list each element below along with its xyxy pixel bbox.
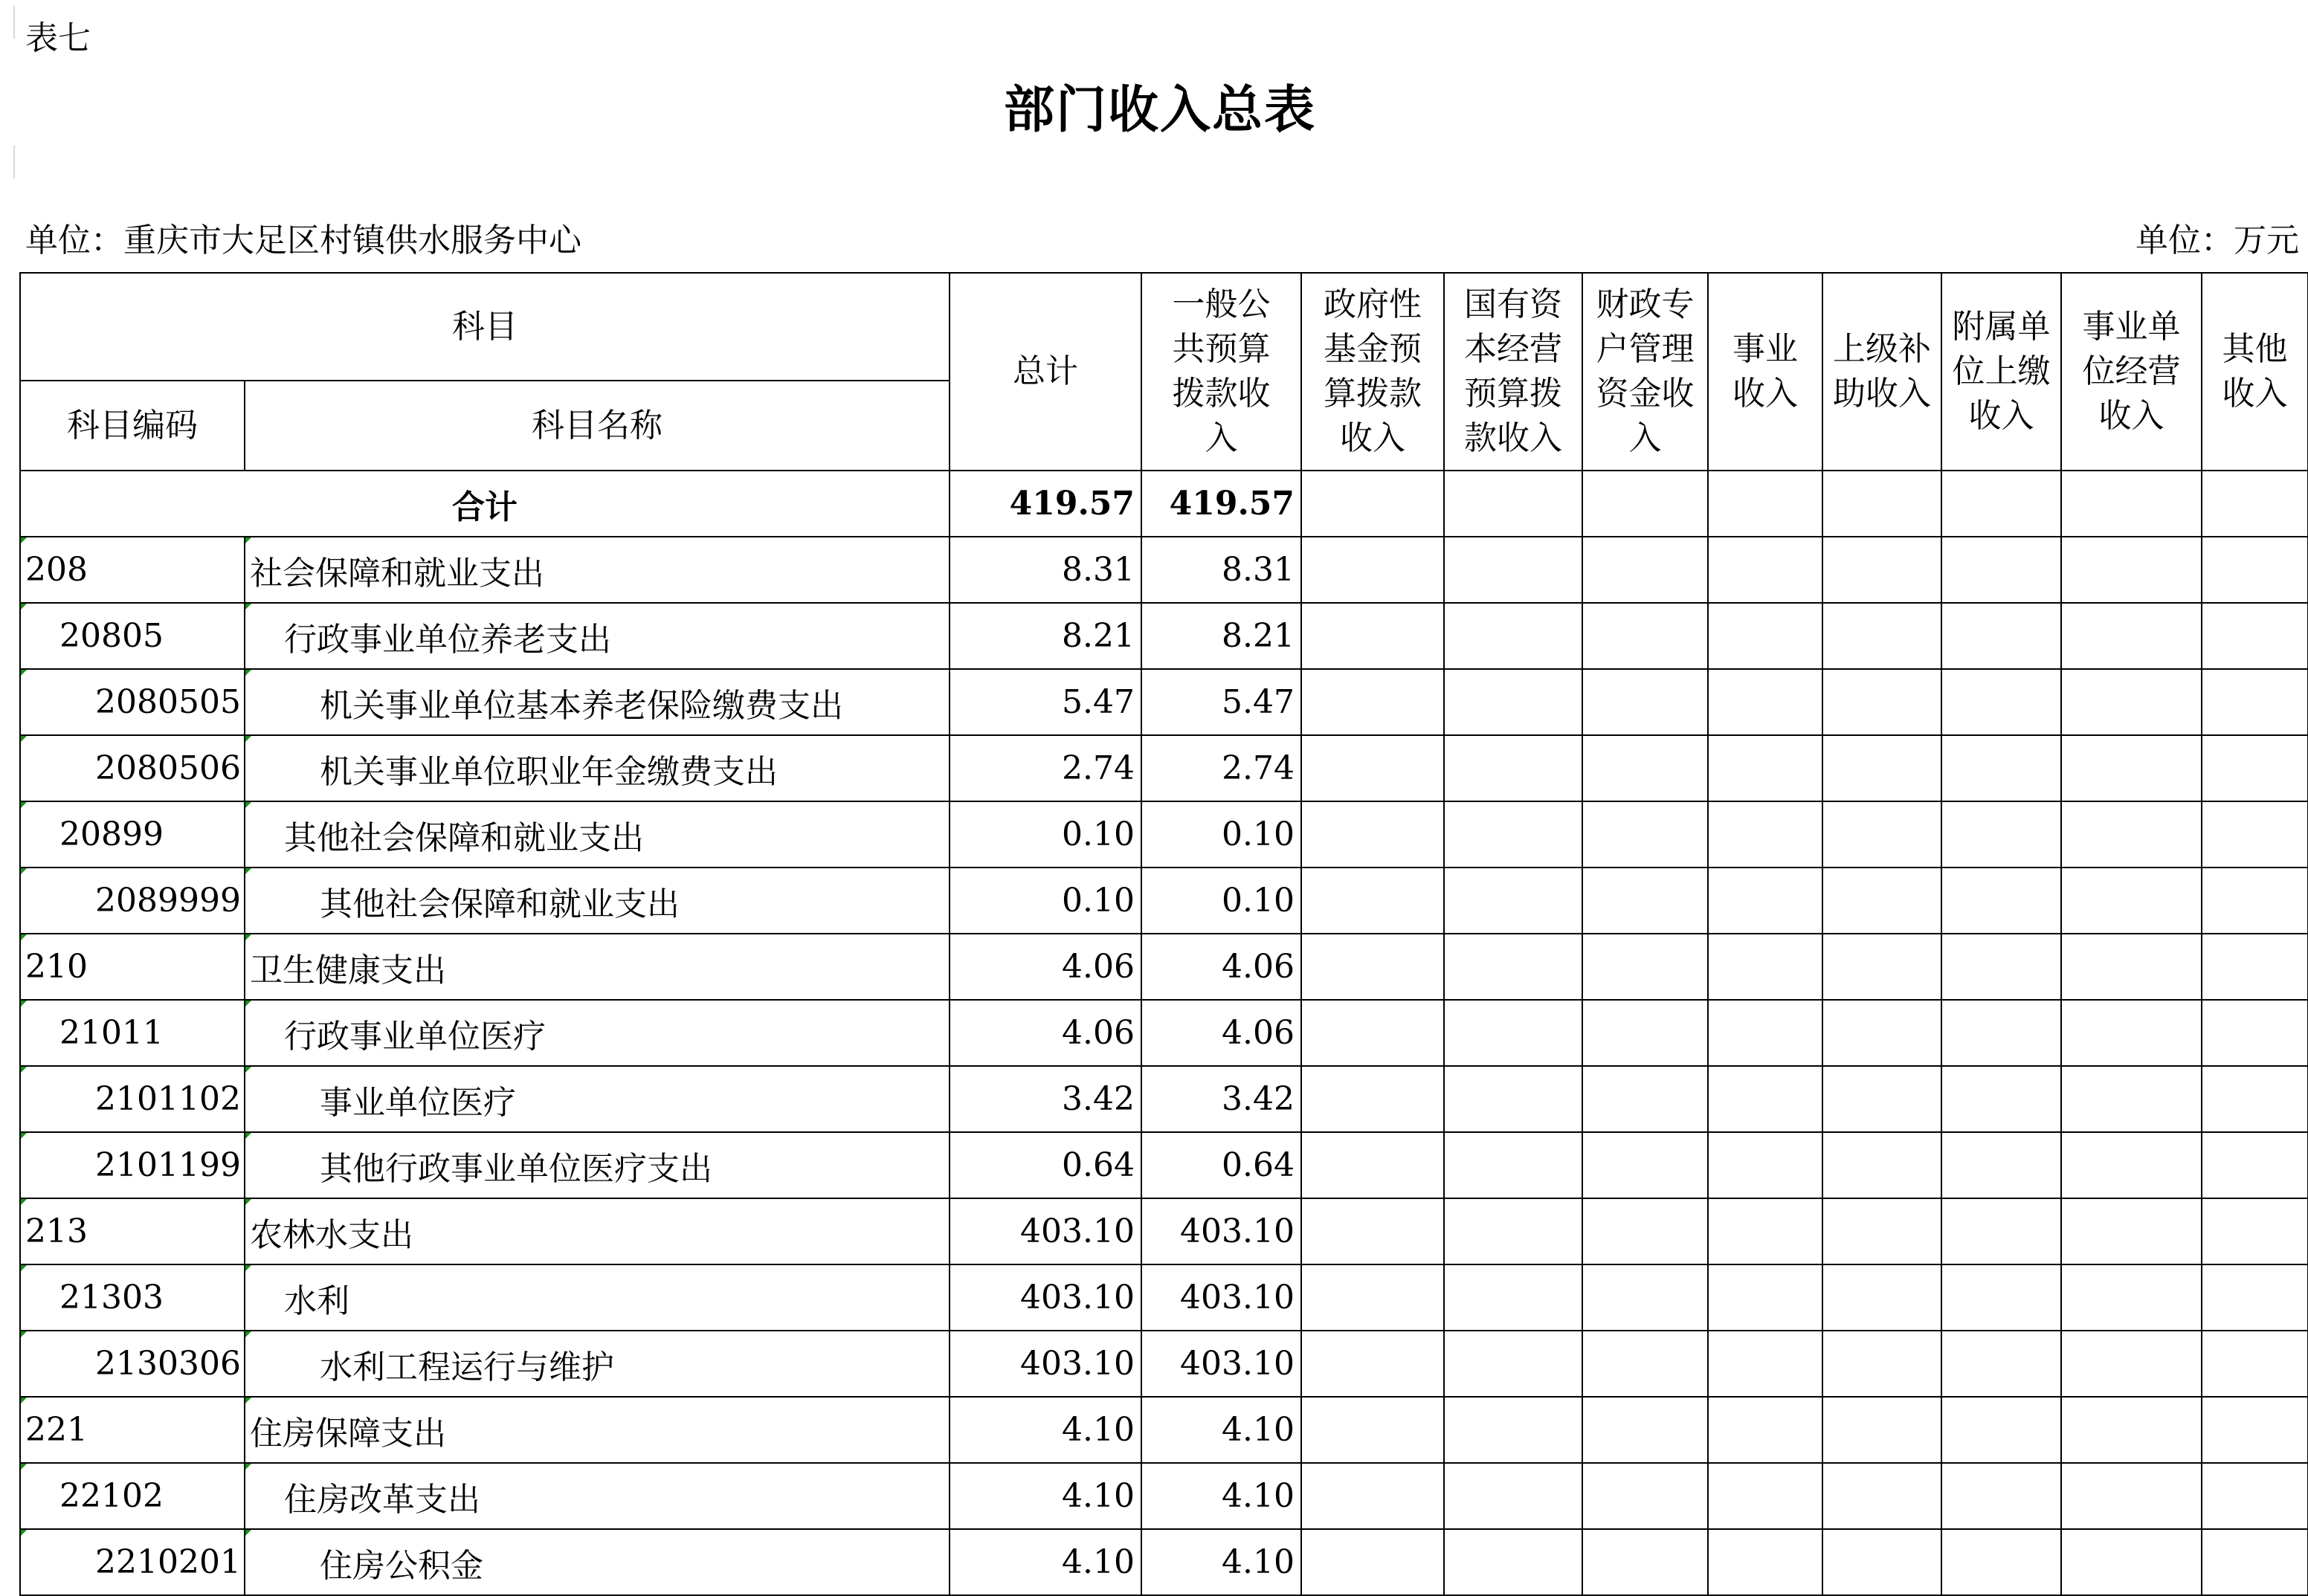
header-subject: 科目 xyxy=(20,273,950,381)
empty-cell xyxy=(1582,1331,1708,1397)
empty-cell xyxy=(2202,1463,2308,1529)
empty-cell xyxy=(2202,1264,2308,1331)
empty-cell xyxy=(1444,1397,1582,1463)
empty-cell xyxy=(1708,1529,1822,1595)
empty-cell xyxy=(1822,669,1941,735)
table-row xyxy=(20,1529,2308,1595)
empty-cell xyxy=(1582,1132,1708,1198)
empty-cell xyxy=(1582,1000,1708,1066)
table-row xyxy=(20,1000,2308,1066)
empty-cell xyxy=(1582,1066,1708,1132)
empty-cell xyxy=(2202,1397,2308,1463)
empty-cell xyxy=(1444,471,1582,537)
header-operating xyxy=(2061,273,2202,471)
empty-cell xyxy=(2061,1331,2202,1397)
total-row-total: 419.57 xyxy=(950,471,1141,537)
total-cell: 0.10 xyxy=(950,868,1141,934)
empty-cell xyxy=(1822,1264,1941,1331)
empty-cell xyxy=(1582,1397,1708,1463)
empty-cell xyxy=(1708,471,1822,537)
table-row xyxy=(20,1397,2308,1463)
header-total: 总计 xyxy=(950,273,1141,471)
empty-cell xyxy=(2202,801,2308,868)
table-label: 表七 xyxy=(25,19,91,57)
empty-cell xyxy=(1444,1264,1582,1331)
empty-cell xyxy=(1582,1529,1708,1595)
subject-code-cell: 208 xyxy=(20,537,245,603)
subject-name-cell: 住房公积金 xyxy=(245,1529,950,1595)
empty-cell xyxy=(2202,1000,2308,1066)
empty-cell xyxy=(1822,1529,1941,1595)
total-cell: 4.06 xyxy=(950,934,1141,1000)
empty-cell xyxy=(1941,1132,2061,1198)
general-budget-cell: 8.31 xyxy=(1141,537,1301,603)
empty-cell xyxy=(2202,1529,2308,1595)
total-cell: 4.10 xyxy=(950,1463,1141,1529)
total-row xyxy=(20,471,2308,537)
empty-cell xyxy=(1941,537,2061,603)
empty-cell xyxy=(1708,1132,1822,1198)
empty-cell xyxy=(1822,1397,1941,1463)
empty-cell xyxy=(1301,603,1444,669)
empty-cell xyxy=(1708,1066,1822,1132)
empty-cell xyxy=(1444,868,1582,934)
subject-code-cell: 21011 xyxy=(20,1000,245,1066)
empty-cell xyxy=(1941,471,2061,537)
subject-name-cell: 机关事业单位基本养老保险缴费支出 xyxy=(245,669,950,735)
empty-cell xyxy=(1582,537,1708,603)
total-cell: 0.64 xyxy=(950,1132,1141,1198)
empty-cell xyxy=(1822,868,1941,934)
general-budget-cell: 403.10 xyxy=(1141,1331,1301,1397)
empty-cell xyxy=(2202,603,2308,669)
general-budget-cell: 0.10 xyxy=(1141,801,1301,868)
general-budget-cell: 403.10 xyxy=(1141,1198,1301,1264)
empty-cell xyxy=(1822,1066,1941,1132)
empty-cell xyxy=(1708,934,1822,1000)
empty-cell xyxy=(1941,1066,2061,1132)
total-cell: 403.10 xyxy=(950,1198,1141,1264)
empty-cell xyxy=(2061,1264,2202,1331)
table-row xyxy=(20,735,2308,801)
subject-code-cell: 2080505 xyxy=(20,669,245,735)
table-row xyxy=(20,603,2308,669)
empty-cell xyxy=(2061,471,2202,537)
subject-name-cell: 其他社会保障和就业支出 xyxy=(245,801,950,868)
empty-cell xyxy=(1941,669,2061,735)
empty-cell xyxy=(2061,801,2202,868)
empty-cell xyxy=(1582,603,1708,669)
general-budget-cell: 3.42 xyxy=(1141,1066,1301,1132)
empty-cell xyxy=(1941,1000,2061,1066)
header-superior-subsidy-text: 上级补助收入 xyxy=(1833,330,1931,413)
total-label: 合计 xyxy=(20,471,950,537)
general-budget-cell: 5.47 xyxy=(1141,669,1301,735)
empty-cell xyxy=(1444,669,1582,735)
empty-cell xyxy=(1941,1331,2061,1397)
empty-cell xyxy=(1301,1000,1444,1066)
subject-code-cell: 2130306 xyxy=(20,1331,245,1397)
subject-name-cell: 农林水支出 xyxy=(245,1198,950,1264)
table-row xyxy=(20,934,2308,1000)
empty-cell xyxy=(2061,1198,2202,1264)
empty-cell xyxy=(2202,735,2308,801)
empty-cell xyxy=(1822,1000,1941,1066)
subject-name-cell: 行政事业单位养老支出 xyxy=(245,603,950,669)
header-superior-subsidy xyxy=(1822,273,1941,471)
total-cell: 4.10 xyxy=(950,1397,1141,1463)
header-fiscal-special xyxy=(1582,273,1708,471)
subject-code-cell: 20805 xyxy=(20,603,245,669)
empty-cell xyxy=(1941,1264,2061,1331)
header-general-budget-text: 一般公共预算拨款收入 xyxy=(1172,285,1271,457)
header-business-text: 事业收入 xyxy=(1732,330,1798,413)
empty-cell xyxy=(2061,1000,2202,1066)
header-operating-text: 事业单位经营收入 xyxy=(2082,308,2181,435)
general-budget-cell: 4.10 xyxy=(1141,1397,1301,1463)
empty-cell xyxy=(2202,1198,2308,1264)
subject-name-cell: 行政事业单位医疗 xyxy=(245,1000,950,1066)
empty-cell xyxy=(1301,1529,1444,1595)
table-row xyxy=(20,537,2308,603)
general-budget-cell: 2.74 xyxy=(1141,735,1301,801)
empty-cell xyxy=(2202,669,2308,735)
page-title: 部门收入总表 xyxy=(1003,80,1316,140)
subject-name-cell: 住房改革支出 xyxy=(245,1463,950,1529)
empty-cell xyxy=(2061,868,2202,934)
general-budget-cell: 8.21 xyxy=(1141,603,1301,669)
subject-code-cell: 2080506 xyxy=(20,735,245,801)
empty-cell xyxy=(1301,868,1444,934)
empty-cell xyxy=(1444,1198,1582,1264)
total-cell: 8.21 xyxy=(950,603,1141,669)
empty-cell xyxy=(2061,735,2202,801)
empty-cell xyxy=(1708,735,1822,801)
subject-code-cell: 2101199 xyxy=(20,1132,245,1198)
header-gov-fund-text: 政府性基金预算拨款收入 xyxy=(1324,285,1422,457)
empty-cell xyxy=(1301,1331,1444,1397)
general-budget-cell: 403.10 xyxy=(1141,1264,1301,1331)
general-budget-cell: 4.06 xyxy=(1141,934,1301,1000)
empty-cell xyxy=(1444,1066,1582,1132)
empty-cell xyxy=(1941,735,2061,801)
empty-cell xyxy=(1301,801,1444,868)
empty-cell xyxy=(1444,735,1582,801)
subject-code-cell: 2101102 xyxy=(20,1066,245,1132)
total-cell: 0.10 xyxy=(950,801,1141,868)
subject-code-cell: 213 xyxy=(20,1198,245,1264)
header-affiliated xyxy=(1941,273,2061,471)
empty-cell xyxy=(1708,1463,1822,1529)
header-state-capital xyxy=(1444,273,1582,471)
general-budget-cell: 0.10 xyxy=(1141,868,1301,934)
empty-cell xyxy=(1301,1132,1444,1198)
unit-organization: 单位：重庆市大足区村镇供水服务中心 xyxy=(25,222,581,259)
general-budget-cell: 4.06 xyxy=(1141,1000,1301,1066)
empty-cell xyxy=(1822,801,1941,868)
total-cell: 8.31 xyxy=(950,537,1141,603)
table-row xyxy=(20,1066,2308,1132)
empty-cell xyxy=(1941,1463,2061,1529)
subject-name-cell: 其他社会保障和就业支出 xyxy=(245,868,950,934)
header-other xyxy=(2202,273,2308,471)
empty-cell xyxy=(1708,868,1822,934)
empty-cell xyxy=(1822,1132,1941,1198)
header-gov-fund xyxy=(1301,273,1444,471)
general-budget-cell: 0.64 xyxy=(1141,1132,1301,1198)
empty-cell xyxy=(1301,1397,1444,1463)
header-affiliated-text: 附属单位上缴收入 xyxy=(1952,308,2051,435)
subject-code-cell: 210 xyxy=(20,934,245,1000)
general-budget-cell: 4.10 xyxy=(1141,1529,1301,1595)
empty-cell xyxy=(1708,1331,1822,1397)
subject-code-cell: 221 xyxy=(20,1397,245,1463)
empty-cell xyxy=(1301,735,1444,801)
general-budget-cell: 4.10 xyxy=(1141,1463,1301,1529)
empty-cell xyxy=(1444,934,1582,1000)
empty-cell xyxy=(1582,735,1708,801)
empty-cell xyxy=(2202,471,2308,537)
empty-cell xyxy=(2202,1066,2308,1132)
empty-cell xyxy=(1822,934,1941,1000)
total-cell: 2.74 xyxy=(950,735,1141,801)
empty-cell xyxy=(1301,1198,1444,1264)
empty-cell xyxy=(1941,934,2061,1000)
subject-name-cell: 水利工程运行与维护 xyxy=(245,1331,950,1397)
empty-cell xyxy=(1582,934,1708,1000)
subject-name-cell: 事业单位医疗 xyxy=(245,1066,950,1132)
empty-cell xyxy=(1941,868,2061,934)
empty-cell xyxy=(2202,537,2308,603)
empty-cell xyxy=(1444,1132,1582,1198)
header-row xyxy=(20,273,2308,381)
subject-code-cell: 2089999 xyxy=(20,868,245,934)
header-state-capital-text: 国有资本经营预算拨款收入 xyxy=(1464,285,1562,457)
empty-cell xyxy=(2202,1331,2308,1397)
empty-cell xyxy=(2061,669,2202,735)
empty-cell xyxy=(1444,537,1582,603)
empty-cell xyxy=(2202,868,2308,934)
subject-name-cell: 水利 xyxy=(245,1264,950,1331)
income-summary-table xyxy=(19,272,2308,1596)
subject-code-cell: 21303 xyxy=(20,1264,245,1331)
empty-cell xyxy=(2061,1132,2202,1198)
empty-cell xyxy=(1582,801,1708,868)
empty-cell xyxy=(1301,669,1444,735)
empty-cell xyxy=(1708,1397,1822,1463)
empty-cell xyxy=(1301,537,1444,603)
empty-cell xyxy=(1582,1264,1708,1331)
unit-currency: 单位：万元 xyxy=(2135,222,2299,259)
empty-cell xyxy=(1708,1198,1822,1264)
empty-cell xyxy=(1708,1264,1822,1331)
total-cell: 4.10 xyxy=(950,1529,1141,1595)
subject-code-cell: 20899 xyxy=(20,801,245,868)
empty-cell xyxy=(1444,1000,1582,1066)
table-row xyxy=(20,801,2308,868)
table-row xyxy=(20,1198,2308,1264)
header-general-budget xyxy=(1141,273,1301,471)
sheet-edge-mark xyxy=(13,6,15,39)
header-code: 科目编码 xyxy=(20,381,245,471)
subject-name-cell: 社会保障和就业支出 xyxy=(245,537,950,603)
empty-cell xyxy=(2061,1529,2202,1595)
table-row xyxy=(20,868,2308,934)
header-other-text: 其他收入 xyxy=(2222,330,2288,413)
empty-cell xyxy=(1822,1198,1941,1264)
empty-cell xyxy=(1444,1331,1582,1397)
empty-cell xyxy=(1301,1066,1444,1132)
empty-cell xyxy=(2061,1066,2202,1132)
empty-cell xyxy=(1582,669,1708,735)
table-row xyxy=(20,669,2308,735)
subject-name-cell: 机关事业单位职业年金缴费支出 xyxy=(245,735,950,801)
total-cell: 5.47 xyxy=(950,669,1141,735)
empty-cell xyxy=(2061,1397,2202,1463)
empty-cell xyxy=(1822,603,1941,669)
empty-cell xyxy=(1941,801,2061,868)
empty-cell xyxy=(1444,1463,1582,1529)
total-cell: 4.06 xyxy=(950,1000,1141,1066)
header-name: 科目名称 xyxy=(245,381,950,471)
empty-cell xyxy=(1582,471,1708,537)
empty-cell xyxy=(1708,1000,1822,1066)
empty-cell xyxy=(1822,537,1941,603)
total-cell: 403.10 xyxy=(950,1264,1141,1331)
empty-cell xyxy=(2061,537,2202,603)
table-row xyxy=(20,1331,2308,1397)
empty-cell xyxy=(1301,471,1444,537)
header-fiscal-special-text: 财政专户管理资金收入 xyxy=(1596,285,1695,457)
empty-cell xyxy=(1301,934,1444,1000)
empty-cell xyxy=(1708,669,1822,735)
empty-cell xyxy=(2202,1132,2308,1198)
empty-cell xyxy=(1708,801,1822,868)
empty-cell xyxy=(1708,603,1822,669)
empty-cell xyxy=(1582,1198,1708,1264)
empty-cell xyxy=(1444,801,1582,868)
total-cell: 3.42 xyxy=(950,1066,1141,1132)
empty-cell xyxy=(1444,603,1582,669)
table-row xyxy=(20,1264,2308,1331)
empty-cell xyxy=(1822,1463,1941,1529)
empty-cell xyxy=(2061,934,2202,1000)
table-row xyxy=(20,1132,2308,1198)
empty-cell xyxy=(1941,1198,2061,1264)
empty-cell xyxy=(1301,1463,1444,1529)
empty-cell xyxy=(1941,1529,2061,1595)
subject-code-cell: 2210201 xyxy=(20,1529,245,1595)
empty-cell xyxy=(1822,1331,1941,1397)
empty-cell xyxy=(1301,1264,1444,1331)
empty-cell xyxy=(2202,934,2308,1000)
empty-cell xyxy=(1822,735,1941,801)
total-cell: 403.10 xyxy=(950,1331,1141,1397)
total-row-general: 419.57 xyxy=(1141,471,1301,537)
subject-name-cell: 住房保障支出 xyxy=(245,1397,950,1463)
subject-name-cell: 卫生健康支出 xyxy=(245,934,950,1000)
sheet-edge-mark xyxy=(13,146,15,178)
subject-code-cell: 22102 xyxy=(20,1463,245,1529)
empty-cell xyxy=(1941,1397,2061,1463)
empty-cell xyxy=(1822,471,1941,537)
empty-cell xyxy=(2061,1463,2202,1529)
empty-cell xyxy=(2061,603,2202,669)
empty-cell xyxy=(1444,1529,1582,1595)
subject-name-cell: 其他行政事业单位医疗支出 xyxy=(245,1132,950,1198)
table-row xyxy=(20,1463,2308,1529)
empty-cell xyxy=(1582,1463,1708,1529)
empty-cell xyxy=(1708,537,1822,603)
header-business xyxy=(1708,273,1822,471)
empty-cell xyxy=(1941,603,2061,669)
empty-cell xyxy=(1582,868,1708,934)
